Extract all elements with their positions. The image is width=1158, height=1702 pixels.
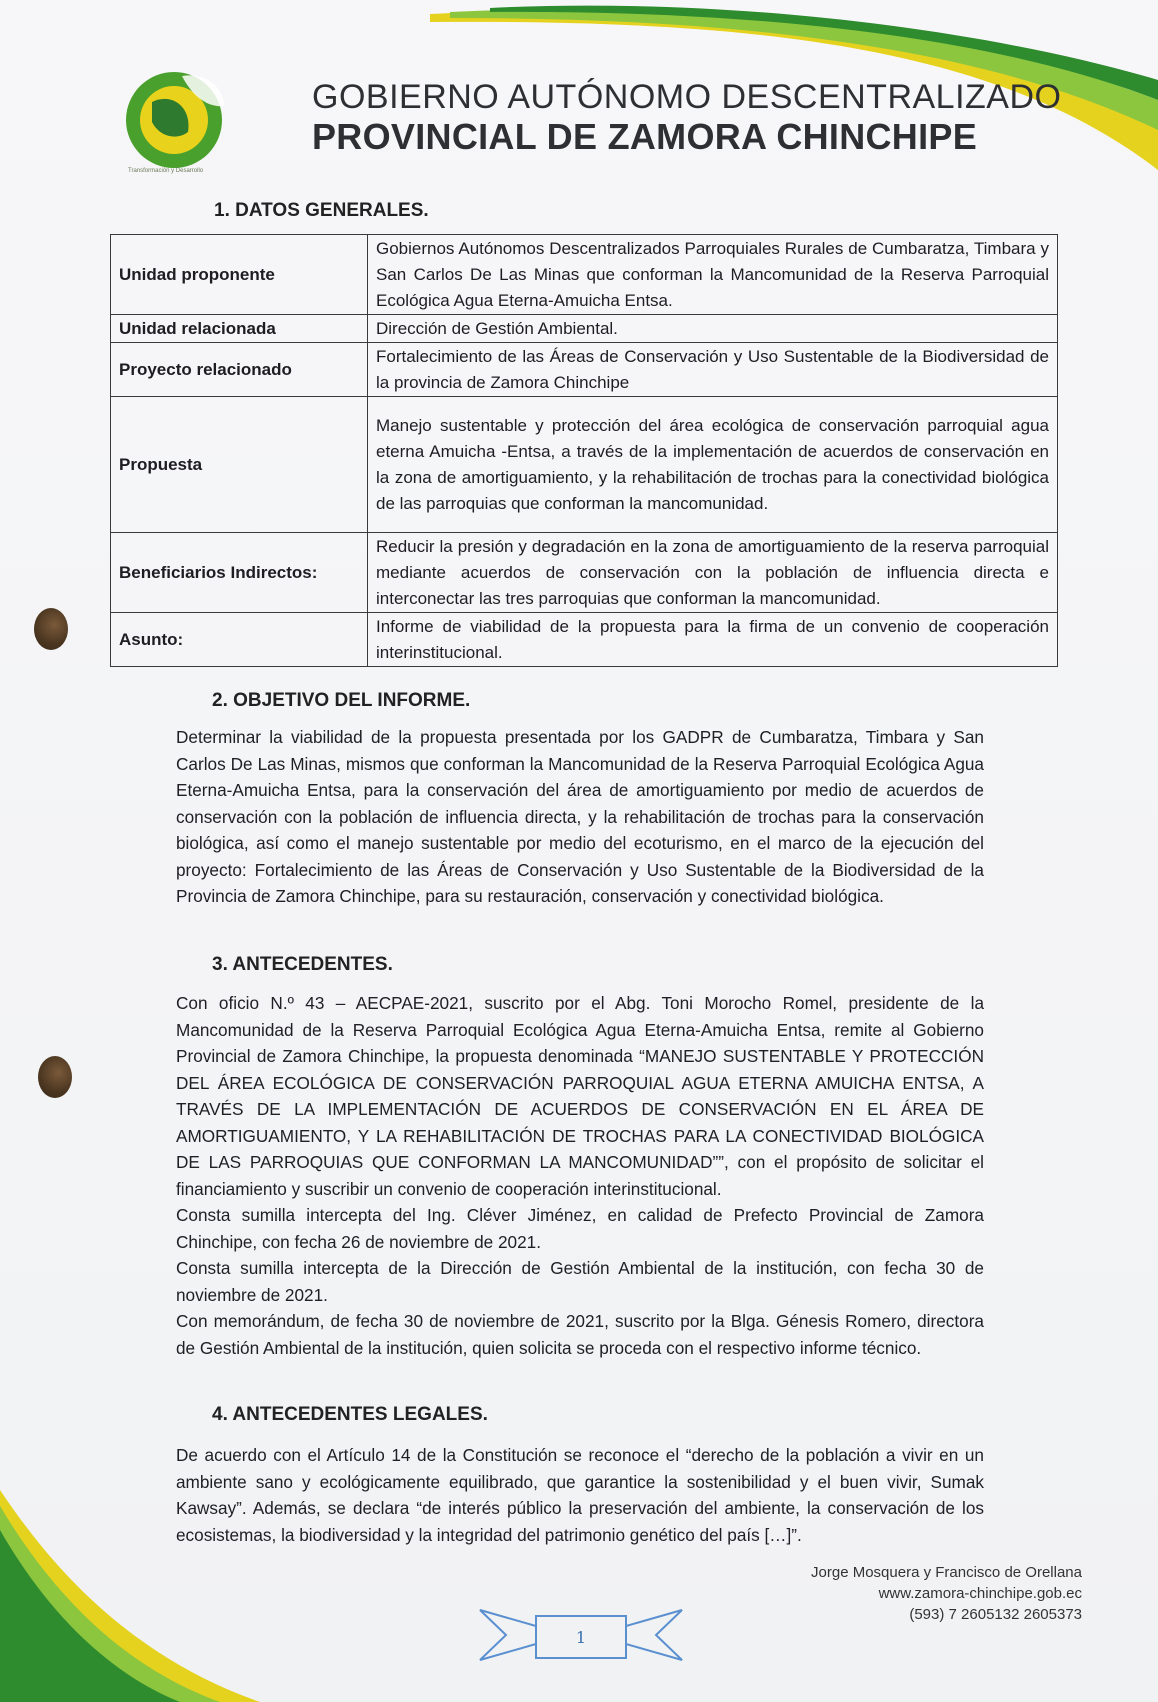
table-key: Asunto: — [111, 613, 368, 667]
background-paragraph: Consta sumilla intercepta del Ing. Cléver Jiménez, en calidad de Prefecto Provincial de Zamora Chinchipe, con fecha 26 de noviembre de 2021. — [176, 1205, 984, 1252]
table-value: Informe de viabilidad de la propuesta para la firma de un convenio de cooperación interinstitucional. — [368, 613, 1058, 667]
background-paragraph: Con memorándum, de fecha 30 de noviembre de 2021, suscrito por la Blga. Génesis Romero, directora de Gestión Ambiental de la institución, quien solicita se proceda con el respectivo informe técnico. — [176, 1311, 984, 1358]
legal-text: De acuerdo con el Artículo 14 de la Constitución se reconoce el “derecho de la población a vivir en un ambiente sano y ecológicamente equilibrado, que garantice la sostenibilidad y el buen vivir, Sumak Kawsay”. Además, se declara “de interés público la preservación del ambiente, la conservación de los ecosistemas, la biodiversidad y la integridad del patrimonio genético del país […]”. — [176, 1445, 984, 1545]
header-title-line2: PROVINCIAL DE ZAMORA CHINCHIPE — [312, 116, 978, 157]
objective-text: Determinar la viabilidad de la propuesta presentada por los GADPR de Cumbaratza, Timbara y San Carlos De Las Minas, mismos que conforman la Mancomunidad de la Reserva Parroquial Ecológica Agua Eterna-Amuicha Entsa, para la conservación del área de amortiguamiento por medio de acuerdos de conservación con la población de influencia directa, y la rehabilitación de trochas para la conservación biológica, así como el manejo sustentable por medio del ecoturismo, en el marco de la ejecución del proyecto: Fortalecimiento de las Áreas de Conservación y Uso Sustentable de la Biodiversidad de la Provincia de Zamora Chinchipe, para su restauración, conservación y conectividad biológica. — [176, 727, 984, 906]
background-paragraph: Consta sumilla intercepta de la Dirección de Gestión Ambiental de la institución, con fecha 30 de noviembre de 2021. — [176, 1258, 984, 1305]
section-2-title: 2. OBJETIVO DEL INFORME. — [212, 690, 471, 711]
table-row — [111, 613, 1058, 667]
table-row — [111, 343, 1058, 397]
table-key: Unidad relacionada — [111, 315, 368, 343]
legal-paragraph — [176, 1442, 984, 1548]
background-paragraph: Con oficio N.º 43 – AECPAE-2021, suscrito por el Abg. Toni Morocho Romel, presidente de la Mancomunidad de la Reserva Parroquial Ecológica Agua Eterna-Amuicha Entsa, remite al Gobierno Provincial de Zamora Chinchipe, la propuesta denominada “MANEJO SUSTENTABLE Y PROTECCIÓN DEL ÁREA ECOLÓGICA DE CONSERVACIÓN PARROQUIAL AGUA ETERNA AMUICHA ENTSA, A TRAVÉS DE LA IMPLEMENTACIÓN DE ACUERDOS DE CONSERVACIÓN EN EL ÁREA DE AMORTIGUAMIENTO, Y LA REHABILITACIÓN DE TROCHAS PARA LA CONECTIVIDAD BIOLÓGICA DE LAS PARROQUIAS QUE CONFORMAN LA MANCOMUNIDAD””, con el propósito de solicitar el financiamiento y suscribir un convenio de cooperación interinstitucional. — [176, 993, 984, 1199]
table-value: Reducir la presión y degradación en la zona de amortiguamiento de la reserva parroquial mediante acuerdos de conservación con la población de influencia directa e interconectar las tres parroquias que conforman la mancomunidad. — [368, 533, 1058, 613]
footer-swoosh-graphic — [0, 1470, 260, 1702]
punch-hole — [34, 608, 68, 650]
table-row — [111, 235, 1058, 315]
footer-website: www.zamora-chinchipe.gob.ec — [878, 1585, 1082, 1602]
table-key: Unidad proponente — [111, 235, 368, 315]
footer-phone: (593) 7 2605132 2605373 — [909, 1606, 1082, 1623]
table-row — [111, 397, 1058, 533]
table-value: Dirección de Gestión Ambiental. — [368, 315, 1058, 343]
background-paragraphs — [176, 990, 984, 1361]
table-row — [111, 315, 1058, 343]
header-title-line1: GOBIERNO AUTÓNOMO DESCENTRALIZADO — [312, 78, 1062, 116]
page-number: 1 — [575, 1628, 587, 1647]
table-value: Fortalecimiento de las Áreas de Conservación y Uso Sustentable de la Biodiversidad de la provincia de Zamora Chinchipe — [368, 343, 1058, 397]
government-logo — [112, 62, 252, 182]
table-row — [111, 533, 1058, 613]
general-data-table — [110, 234, 1058, 667]
footer-contact — [811, 1562, 1082, 1625]
table-value: Gobiernos Autónomos Descentralizados Parroquiales Rurales de Cumbaratza, Timbara y San Carlos De Las Minas que conforman la Mancomunidad de la Reserva Parroquial Ecológica Agua Eterna-Amuicha Entsa. — [368, 235, 1058, 315]
table-value: Manejo sustentable y protección del área ecológica de conservación parroquial agua eterna Amuicha -Entsa, a través de la implementación de acuerdos de conservación en la zona de amortiguamiento, y la rehabilitación de trochas para la conectividad biológica de las parroquias que conforman la mancomunidad. — [368, 397, 1058, 533]
table-key: Beneficiarios Indirectos: — [111, 533, 368, 613]
section-1-title: 1. DATOS GENERALES. — [214, 200, 429, 221]
section-4-title: 4. ANTECEDENTES LEGALES. — [212, 1404, 488, 1425]
objective-paragraph — [176, 724, 984, 910]
section-3-title: 3. ANTECEDENTES. — [212, 954, 393, 975]
footer-address: Jorge Mosquera y Francisco de Orellana — [811, 1564, 1082, 1581]
table-key: Proyecto relacionado — [111, 343, 368, 397]
logo-caption: Transformación y Desarrollo — [128, 168, 204, 174]
punch-hole — [38, 1056, 72, 1098]
table-key: Propuesta — [111, 397, 368, 533]
